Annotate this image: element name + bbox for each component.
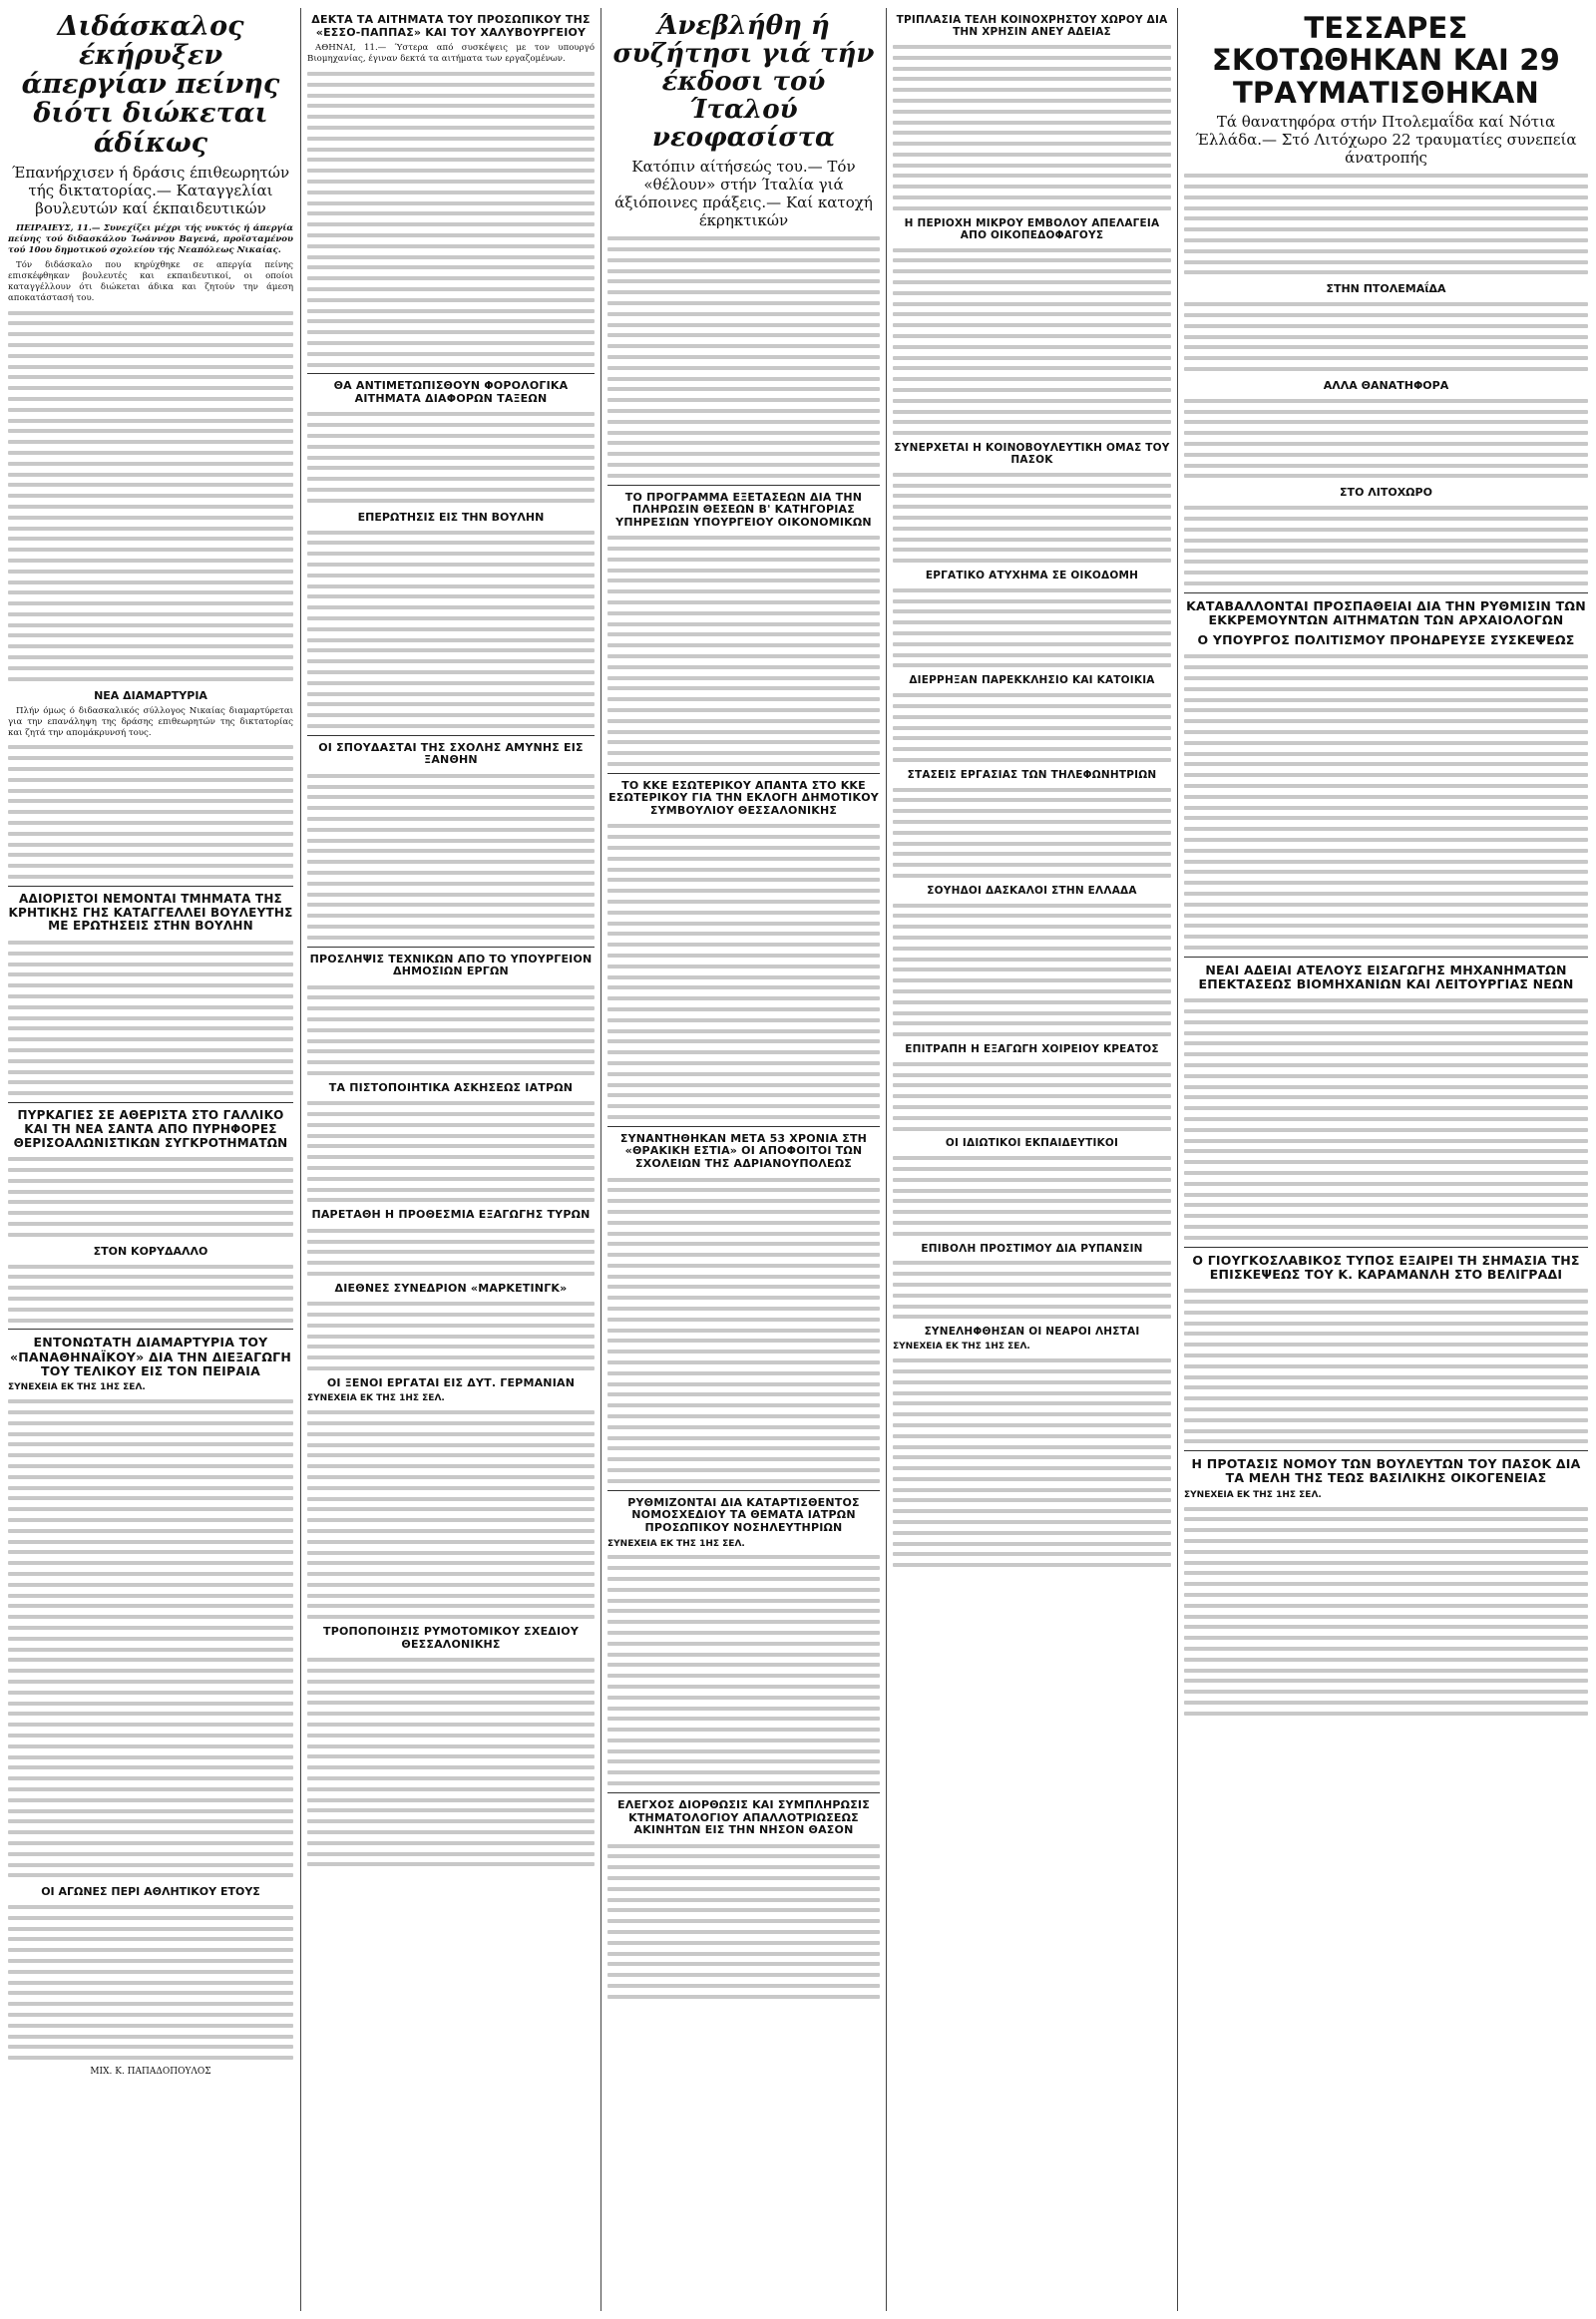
article-headline: ΚΑΤΑΒΑΛΛΟΝΤΑΙ ΠΡΟΣΠΑΘΕΙΑΙ ΔΙΑ ΤΗΝ ΡΥΘΜΙΣΙΝ ΤΩΝ ΕΚΚΡΕΜΟΥΝΤΩΝ ΑΙΤΗΜΑΤΩΝ ΤΩΝ ΑΡΧΑΙΟΛΟΓΩΝ	[1186, 597, 1586, 627]
article-headline: ΔΕΚΤΑ ΤΑ ΑΙΤΗΜΑΤΑ ΤΟΥ ΠΡΟΣΩΠΙΚΟΥ ΤΗΣ «ΕΣΣΟ-ΠΑΠΠΑΣ» ΚΑΙ ΤΟΥ ΧΑΛΥΒΟΥΡΓΕΙΟΥ	[311, 13, 591, 39]
article-headline: ΟΙ ΣΠΟΥΔΑΣΤΑΙ ΤΗΣ ΣΧΟΛΗΣ ΑΜΥΝΗΣ ΕΙΣ ΞΑΝΘΗΝ	[318, 740, 584, 767]
article-text-block	[307, 1658, 595, 1866]
article-headline: ΣΥΝΕΛΗΦΘΗΣΑΝ ΟΙ ΝΕΑΡΟΙ ΛΗΣΤΑΙ	[924, 1326, 1140, 1339]
article-text-block	[8, 941, 293, 1095]
article-text-block	[8, 311, 293, 681]
article-subhead: ΣΤΗΝ ΠΤΟΛΕΜΑΐΔΑ	[1326, 282, 1446, 296]
continued-label: ΣΥΝΕΧΕΙΑ ΕΚ ΤΗΣ 1ΗΣ ΣΕΛ.	[893, 1342, 1030, 1353]
article-text-block	[8, 1265, 293, 1323]
continued-label: ΣΥΝΕΧΕΙΑ ΕΚ ΤΗΣ 1ΗΣ ΣΕΛ.	[1184, 1489, 1322, 1500]
article-text-block	[893, 248, 1171, 436]
article-text-block	[893, 1156, 1171, 1236]
article-text-block	[1184, 998, 1588, 1240]
article-text-block	[607, 236, 880, 478]
newspaper-page	[8, 8, 1588, 2311]
article-text-block	[8, 745, 293, 879]
article-text-block	[607, 536, 880, 766]
article-text-block	[893, 1358, 1171, 1567]
article-text-block	[1184, 302, 1588, 371]
continued-label: ΣΥΝΕΧΕΙΑ ΕΚ ΤΗΣ 1ΗΣ ΣΕΛ.	[607, 1538, 745, 1549]
column-rule	[600, 8, 601, 2311]
article-headline: ΟΙ ΞΕΝΟΙ ΕΡΓΑΤΑΙ ΕΙΣ ΔΥΤ. ΓΕΡΜΑΝΙΑΝ	[326, 1375, 576, 1389]
article-deck: Τά θανατηφόρα στήν Πτολεμαΐδα καί Νότια Έλλάδα.— Στό Λιτόχωρο 22 τραυματίες συνεπεία άνατροπής	[1195, 113, 1577, 168]
article-subhead: ΣΤΟ ΛΙΤΟΧΩΡΟ	[1340, 486, 1432, 500]
article-headline: Διδάσκαλος έκήρυξεν άπεργίαν πείνης διότι διώκεται άδίκως	[21, 11, 280, 159]
article-headline: ΤΟ ΠΡΟΓΡΑΜΜΑ ΕΞΕΤΑΣΕΩΝ ΔΙΑ ΤΗΝ ΠΛΗΡΩΣΙΝ ΘΕΣΕΩΝ Β' ΚΑΤΗΓΟΡΙΑΣ ΥΠΗΡΕΣΙΩΝ ΥΠΟΥΡΓΕΙΟΥ ΟΙΚΟΝΟΜΙΚΩΝ	[615, 490, 872, 529]
article-text-block	[893, 904, 1171, 1037]
article-headline: ΘΑ ΑΝΤΙΜΕΤΩΠΙΣΘΟΥΝ ΦΟΡΟΛΟΓΙΚΑ ΑΙΤΗΜΑΤΑ ΔΙΑΦΟΡΩΝ ΤΑΞΕΩΝ	[333, 379, 569, 406]
article-headline: ΑΔΙΟΡΙΣΤΟΙ ΝΕΜΟΝΤΑΙ ΤΜΗΜΑΤΑ ΤΗΣ ΚΡΗΤΙΚΗΣ ΓΗΣ ΚΑΤΑΓΓΕΛΛΕΙ ΒΟΥΛΕΥΤΗΣ ΜΕ ΕΡΩΤΗΣΕΙΣ ΣΤΗΝ ΒΟΥΛΗΝ	[8, 891, 293, 934]
column-rule	[300, 8, 301, 2311]
article-text-block	[893, 788, 1171, 878]
article-headline: Η ΠΡΟΤΑΣΙΣ ΝΟΜΟΥ ΤΩΝ ΒΟΥΛΕΥΤΩΝ ΤΟΥ ΠΑΣΟΚ ΔΙΑ ΤΑ ΜΕΛΗ ΤΗΣ ΤΕΩΣ ΒΑΣΙΛΙΚΗΣ ΟΙΚΟΓΕΝΕΙΑΣ	[1191, 1456, 1581, 1486]
article-headline: ΟΙ ΙΔΙΩΤΙΚΟΙ ΕΚΠΑΙΔΕΥΤΙΚΟΙ	[945, 1137, 1119, 1150]
column-3	[607, 8, 880, 2311]
column-4	[893, 8, 1171, 2311]
article-text-block	[893, 45, 1171, 210]
article-body: Πλήν όμως ό διδασκαλικός σύλλογος Νικαίας διαμαρτύρεται για την επανάληψη της δράσης επιθεωρητών της δικτατορίας και ζητά την απομάκρυνσή τους.	[8, 705, 293, 738]
article-subhead: ΑΛΛΑ ΘΑΝΑΤΗΦΟΡΑ	[1323, 378, 1449, 392]
article-headline: Η ΠΕΡΙΟΧΗ ΜΙΚΡΟΥ ΕΜΒΟΛΟΥ ΑΠΕΛΑΓΕΙΑ ΑΠΟ ΟΙΚΟΠΕΔΟΦΑΓΟΥΣ	[904, 216, 1160, 241]
continued-label: ΣΥΝΕΧΕΙΑ ΕΚ ΤΗΣ 1ΗΣ ΣΕΛ.	[307, 1393, 445, 1404]
article-headline: ΕΡΓΑΤΙΚΟ ΑΤΥΧΗΜΑ ΣΕ ΟΙΚΟΔΟΜΗ	[925, 570, 1139, 582]
main-headline: ΤΕΣΣΑΡΕΣ ΣΚΟΤΩΘΗΚΑΝ ΚΑΙ 29 ΤΡΑΥΜΑΤΙΣΘΗΚΑΝ	[1211, 11, 1561, 110]
article-lead: ΠΕΙΡΑΙΕΥΣ, 11.— Συνεχίζει μέχρι τής νυκτός ή άπεργία πείνης τού διδασκάλου Ίωάννου Βαγενά, προϊσταμένου τού 10ου δημοτικού σχολείου τής Νεαπόλεως Νικαίας.	[8, 222, 293, 255]
article-headline: Άνεβλήθη ή συζήτησι γιά τήν έκδοσι τού Ίταλού νεοφασίστα	[612, 11, 875, 154]
article-text-block	[8, 1399, 293, 1877]
article-text-block	[1184, 174, 1588, 274]
article-text-block	[1184, 654, 1588, 950]
continued-label: ΣΥΝΕΧΕΙΑ ΕΚ ΤΗΣ 1ΗΣ ΣΕΛ.	[8, 1382, 146, 1393]
article-text-block	[307, 774, 595, 940]
article-text-block	[307, 1410, 595, 1619]
article-subhead: ΣΤΟΝ ΚΟΡΥΔΑΛΛΟ	[93, 1244, 208, 1258]
article-headline: ΣΥΝΑΝΤΗΘΗΚΑΝ ΜΕΤΑ 53 ΧΡΟΝΙΑ ΣΤΗ «ΘΡΑΚΙΚΗ ΕΣΤΙΑ» ΟΙ ΑΠΟΦΟΙΤΟΙ ΤΩΝ ΣΧΟΛΕΙΩΝ ΤΗΣ ΑΔΡΙΑΝΟΥΠΟΛΕΩΣ	[619, 1131, 868, 1171]
article-text-block	[607, 824, 880, 1119]
article-text-block	[1184, 1507, 1588, 1716]
article-deck: Κατόπιν αίτήσεώς του.— Τόν «θέλουν» στήν Ίταλία γιά άξιόποινες πράξεις.— Καί κατοχή έκρηκτικών	[614, 158, 873, 230]
article-headline: ΠΥΡΚΑΓΙΕΣ ΣΕ ΑΘΕΡΙΣΤΑ ΣΤΟ ΓΑΛΛΙΚΟ ΚΑΙ ΤΗ ΝΕΑ ΣΑΝΤΑ ΑΠΟ ΠΥΡΗΦΟΡΕΣ ΘΕΡΙΣΟΑΛΩΝΙΣΤΙΚΩΝ ΣΥΓΚΡΟΤΗΜΑΤΩΝ	[13, 1107, 288, 1150]
article-text-block	[8, 1905, 293, 2060]
article-text-block	[1184, 506, 1588, 585]
article-headline: ΠΑΡΕΤΑΘΗ Η ΠΡΟΘΕΣΜΙΑ ΕΞΑΓΩΓΗΣ ΤΥΡΩΝ	[311, 1208, 591, 1222]
article-subhead: ΝΕΑ ΔΙΑΜΑΡΤΥΡΙΑ	[94, 688, 207, 702]
article-headline: ΕΠΙΤΡΑΠΗ Η ΕΞΑΓΩΓΗ ΧΟΙΡΕΙΟΥ ΚΡΕΑΤΟΣ	[905, 1042, 1159, 1055]
article-text-block	[893, 473, 1171, 563]
column-2	[307, 8, 595, 2311]
article-headline: ΔΙΕΘΝΕΣ ΣΥΝΕΔΡΙΟΝ «ΜΑΡΚΕΤΙΝΓΚ»	[334, 1281, 568, 1295]
article-headline: Ο ΓΙΟΥΓΚΟΣΛΑΒΙΚΟΣ ΤΥΠΟΣ ΕΞΑΙΡΕΙ ΤΗ ΣΗΜΑΣΙΑ ΤΗΣ ΕΠΙΣΚΕΨΕΩΣ ΤΟΥ Κ. ΚΑΡΑΜΑΝΛΗ ΣΤΟ ΒΕΛΙΓΡΑΔΙ	[1192, 1252, 1580, 1282]
article-headline: ΣΥΝΕΡΧΕΤΑΙ Η ΚΟΙΝΟΒΟΥΛΕΥΤΙΚΗ ΟΜΑΣ ΤΟΥ ΠΑΣΟΚ	[894, 441, 1170, 466]
article-text-block	[307, 1302, 595, 1370]
article-headline: ΕΠΙΒΟΛΗ ΠΡΟΣΤΙΜΟΥ ΔΙΑ ΡΥΠΑΝΣΙΝ	[921, 1242, 1143, 1255]
column-1	[8, 8, 293, 2311]
article-deck: Έπανήρχισεν ή δράσις έπιθεωρητών τής δικτατορίας.— Καταγγελίαι βουλευτών καί έκπαιδευτικών	[11, 163, 290, 217]
article-text-block	[307, 1229, 595, 1276]
article-headline: ΤΡΙΠΛΑΣΙΑ ΤΕΛΗ ΚΟΙΝΟΧΡΗΣΤΟΥ ΧΩΡΟΥ ΔΙΑ ΤΗΝ ΧΡΗΣΙΝ ΑΝΕΥ ΑΔΕΙΑΣ	[896, 14, 1168, 39]
article-headline: ΤΑ ΠΙΣΤΟΠΟΙΗΤΙΚΑ ΑΣΚΗΣΕΩΣ ΙΑΤΡΩΝ	[328, 1080, 574, 1094]
article-text-block	[1184, 399, 1588, 479]
article-text-block	[307, 412, 595, 502]
article-headline: ΤΡΟΠΟΠΟΙΗΣΙΣ ΡΥΜΟΤΟΜΙΚΟΥ ΣΧΕΔΙΟΥ ΘΕΣΣΑΛΟΝΙΚΗΣ	[323, 1625, 579, 1651]
article-body: ΑΘΗΝΑΙ, 11.— Ύστερα από συσκέψεις με τον υπουργό Βιομηχανίας, έγιναν δεκτά τα αιτήματα των εργαζομένων.	[307, 43, 595, 65]
article-text-block	[893, 588, 1171, 668]
column-rule	[1177, 8, 1178, 2311]
article-headline: ΝΕΑΙ ΑΔΕΙΑΙ ΑΤΕΛΟΥΣ ΕΙΣΑΓΩΓΗΣ ΜΗΧΑΝΗΜΑΤΩΝ ΕΠΕΚΤΑΣΕΩΣ ΒΙΟΜΗΧΑΝΙΩΝ ΚΑΙ ΛΕΙΤΟΥΡΓΙΑΣ ΝΕΩΝ	[1198, 962, 1574, 992]
article-headline: Ο ΥΠΟΥΡΓΟΣ ΠΟΛΙΤΙΣΜΟΥ ΠΡΟΗΔΡΕΥΣΕ ΣΥΣΚΕΨΕΩΣ	[1197, 632, 1575, 648]
article-text-block	[8, 1157, 293, 1237]
article-headline: ΔΙΕΡΡΗΞΑΝ ΠΑΡΕΚΚΛΗΣΙΟ ΚΑΙ ΚΑΤΟΙΚΙΑ	[909, 674, 1155, 687]
article-text-block	[1184, 1289, 1588, 1443]
column-5	[1184, 8, 1588, 2311]
article-text-block	[607, 1178, 880, 1483]
article-text-block	[607, 1844, 880, 1999]
article-subhead: ΟΙ ΑΓΩΝΕΣ ΠΕΡΙ ΑΘΛΗΤΙΚΟΥ ΕΤΟΥΣ	[41, 1885, 260, 1899]
article-body: Τόν διδάσκαλο που κηρύχθηκε σε απεργία πείνης επισκέφθηκαν βουλευτές και εκπαιδευτικοί, οι οποίοι καταγγέλλουν ότι διώκεται άδικα και ζητούν την άμεση αποκατάστασή του.	[8, 259, 293, 303]
article-text-block	[607, 1555, 880, 1785]
article-text-block	[307, 1101, 595, 1202]
article-text-block	[307, 985, 595, 1075]
article-text-block	[307, 72, 595, 367]
article-headline: ΕΛΕΓΧΟΣ ΔΙΟΡΘΩΣΙΣ ΚΑΙ ΣΥΜΠΛΗΡΩΣΙΣ ΚΤΗΜΑΤΟΛΟΓΙΟΥ ΑΠΑΛΛΟΤΡΙΩΣΕΩΣ ΑΚΙΝΗΤΩΝ ΕΙΣ ΤΗΝ ΝΗΣΟΝ ΘΑΣΟΝ	[617, 1797, 870, 1837]
article-text-block	[893, 693, 1171, 762]
article-headline: ΤΟ ΚΚΕ ΕΣΩΤΕΡΙΚΟΥ ΑΠΑΝΤΑ ΣΤΟ ΚΚΕ ΕΣΩΤΕΡΙΚΟΥ ΓΙΑ ΤΗΝ ΕΚΛΟΓΗ ΔΗΜΟΤΙΚΟΥ ΣΥΜΒΟΥΛΙΟΥ ΘΕΣΣΑΛΟΝΙΚΗΣ	[608, 778, 879, 818]
author-signature: ΜΙΧ. Κ. ΠΑΠΑΔΟΠΟΥΛΟΣ	[90, 2067, 211, 2078]
article-headline: ΕΝΤΟΝΩΤΑΤΗ ΔΙΑΜΑΡΤΥΡΙΑ ΤΟΥ «ΠΑΝΑΘΗΝΑΪΚΟΥ» ΔΙΑ ΤΗΝ ΔΙΕΞΑΓΩΓΗ ΤΟΥ ΤΕΛΙΚΟΥ ΕΙΣ ΤΟΝ ΠΕΙΡΑΙΑ	[9, 1335, 292, 1379]
article-headline: ΠΡΟΣΛΗΨΙΣ ΤΕΧΝΙΚΩΝ ΑΠΟ ΤΟ ΥΠΟΥΡΓΕΙΟΝ ΔΗΜΟΣΙΩΝ ΕΡΓΩΝ	[309, 952, 593, 978]
article-subhead: ΕΠΕΡΩΤΗΣΙΣ ΕΙΣ ΤΗΝ ΒΟΥΛΗΝ	[357, 510, 545, 524]
article-text-block	[893, 1062, 1171, 1131]
column-rule	[886, 8, 887, 2311]
article-headline: ΣΟΥΗΔΟΙ ΔΑΣΚΑΛΟΙ ΣΤΗΝ ΕΛΛΑΔΑ	[927, 884, 1137, 897]
article-headline: ΡΥΘΜΙΖΟΝΤΑΙ ΔΙΑ ΚΑΤΑΡΤΙΣΘΕΝΤΟΣ ΝΟΜΟΣΧΕΔΙΟΥ ΤΑ ΘΕΜΑΤΑ ΙΑΤΡΩΝ ΠΡΟΣΩΠΙΚΟΥ ΝΟΣΗΛΕΥΤΗΡΙΩΝ	[627, 1495, 860, 1534]
article-text-block	[893, 1261, 1171, 1319]
article-text-block	[307, 531, 595, 728]
article-headline: ΣΤΑΣΕΙΣ ΕΡΓΑΣΙΑΣ ΤΩΝ ΤΗΛΕΦΩΝΗΤΡΙΩΝ	[907, 768, 1157, 781]
